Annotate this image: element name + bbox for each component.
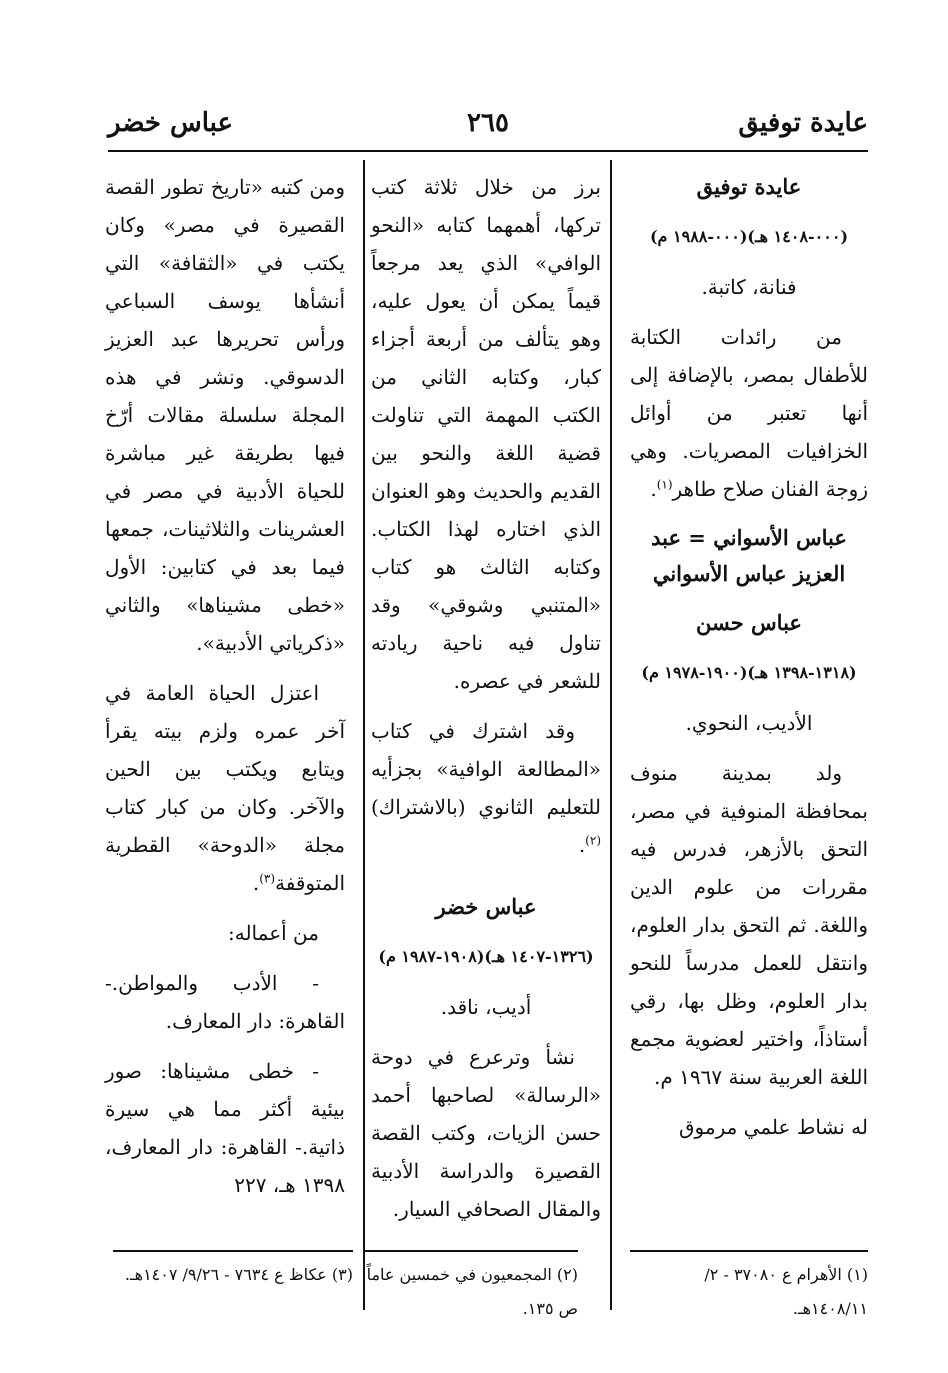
- footnote-left: [113, 1250, 353, 1292]
- work-item: - خطى مشيناها: صور بيئية أكثر مما هي سيرة ذاتية.- القاهرة: دار المعارف، ١٣٩٨ هـ، ٢٢٧: [105, 1059, 345, 1197]
- header-left-title: عباس خضر: [108, 108, 234, 138]
- entry-name: عايدة توفيق: [696, 174, 802, 199]
- work-item: - الأدب والمواطن.- القاهرة: دار المعارف.: [105, 971, 345, 1033]
- body-paragraph-text: وقد اشترك في كتاب «المطالعة الوافية» بجزأيه للتعليم الثانوي (بالاشتراك): [371, 719, 601, 819]
- column-separator: [610, 160, 612, 1310]
- entry-dates: (١٣٢٦-١٤٠٧ هـ)(١٩٠٨-١٩٨٧ م): [378, 947, 594, 966]
- body-paragraph: اعتزل الحياة العامة في آخر عمره ولزم بيته يقرأ ويتابع ويكتب بين الحين والآخر. وكان من كبار كتاب مجلة «الدوحة» القطرية المتوقفة$^{(٣)}$.: [105, 681, 345, 895]
- entry-role: فنانة، كاتبة.: [701, 275, 797, 299]
- column-left: [105, 168, 345, 1216]
- entry-bio: من رائدات الكتابة للأطفال بمصر، بالإضافة إلى أنها تعتبر من أوائل الخزافيات المصريات. وهي زوجة الفنان صلاح طاهر$^{(١)}$.: [630, 325, 868, 501]
- header-rule: [108, 150, 868, 152]
- entry-role: أديب، ناقد.: [440, 995, 532, 1019]
- body-paragraph: برز من خلال ثلاثة كتب تركها، أهمهما كتابه «النحو الوافي» الذي يعد مرجعاً قيماً يمكن أن يعول عليه، وهو يتألف من أربعة أجزاء كبار، وكتابه الثاني من الكتب المهمة التي تناولت قضية اللغة والنحو بين القديم والحديث وهو العنوان الذي اختاره لهذا الكتاب. وكتابه الثالث هو كتاب «المتنبي وشوقي» وقد تناول فيه ناحية ريادته للشعر في عصره.: [371, 175, 601, 693]
- cross-reference-entry: عباس الأسواني = عبد العزيز عباس الأسواني: [651, 525, 847, 586]
- footnote-marker: (١): [656, 477, 673, 492]
- entry-name: عباس خضر: [435, 894, 537, 919]
- entry-role: الأديب، النحوي.: [685, 711, 813, 735]
- body-paragraph: وقد اشترك في كتاب «المطالعة الوافية» بجزأيه للتعليم الثانوي (بالاشتراك)$^{(٢)}$.: [371, 719, 601, 857]
- footnote-text: (١) الأهرام ع ٣٧٠٨٠ - ٢/ ١٤٠٨/١١هـ.: [704, 1265, 868, 1318]
- footnote-rule: [113, 1250, 353, 1252]
- entry-dates: (١٣١٨-١٣٩٨ هـ)(١٩٠٠-١٩٧٨ م): [641, 663, 857, 682]
- footnote-marker: (٣): [259, 871, 276, 886]
- body-paragraph-text: اعتزل الحياة العامة في آخر عمره ولزم بيته يقرأ ويتابع ويكتب بين الحين والآخر. وكان من كبار كتاب مجلة «الدوحة» القطرية المتوقفة: [105, 681, 345, 895]
- column-separator: [363, 160, 365, 1310]
- footnote-middle: [364, 1250, 578, 1326]
- footnote-text: (٣) عكاظ ع ٧٦٣٤ - ٩/٢٦/ ١٤٠٧هـ.: [124, 1265, 353, 1284]
- page-number: ٢٦٥: [467, 108, 509, 138]
- body-paragraph: ومن كتبه «تاريخ تطور القصة القصيرة في مصر» وكان يكتب في «الثقافة» التي أنشأها يوسف السباعي ورأس تحريرها عبد العزيز الدسوقي. ونشر في هذه المجلة سلسلة مقالات أرّخ فيها بطريقة غير مباشرة للحياة الأدبية في مصر في العشرينات والثلاثينات، جمعها فيما بعد في كتابين: الأول «خطى مشيناها» والثاني «ذكرياتي الأدبية».: [105, 175, 345, 655]
- footnote-text: (٢) المجمعيون في خمسين عاماً ص ١٣٥.: [366, 1265, 578, 1318]
- entry-bio-continued: له نشاط علمي مرموق: [679, 1115, 868, 1139]
- footnote-rule: [364, 1250, 578, 1252]
- column-middle: [371, 168, 601, 1240]
- entry-bio: نشأ وترعرع في دوحة «الرسالة» لصاحبها أحمد حسن الزيات، وكتب القصة القصيرة والدراسة الأدبية والمقال الصحافي السيار.: [371, 1045, 601, 1221]
- column-right: [630, 168, 868, 1158]
- entry-dates: (٠٠٠-١٤٠٨ هـ)(٠٠٠-١٩٨٨ م): [649, 227, 849, 246]
- entry-bio-text: من رائدات الكتابة للأطفال بمصر، بالإضافة إلى أنها تعتبر من أوائل الخزافيات المصريات. وهي زوجة الفنان صلاح طاهر: [630, 325, 868, 501]
- entry-bio: ولد بمدينة منوف بمحافظة المنوفية في مصر، التحق بالأزهر، فدرس فيه مقررات من علوم الدين واللغة. ثم التحق بدار العلوم، وانتقل للعمل مدرساً للنحو بدار العلوم، وظل بها، رقي أستاذاً، واختير لعضوية مجمع اللغة العربية سنة ١٩٦٧ م.: [630, 761, 868, 1089]
- footnote-rule: [630, 1250, 868, 1252]
- footnote-right: [630, 1250, 868, 1326]
- entry-name: عباس حسن: [696, 610, 802, 635]
- header-right-title: عايدة توفيق: [738, 108, 868, 138]
- running-header: [108, 108, 868, 152]
- works-label: من أعماله:: [228, 921, 319, 945]
- footnote-marker: (٢): [585, 833, 601, 848]
